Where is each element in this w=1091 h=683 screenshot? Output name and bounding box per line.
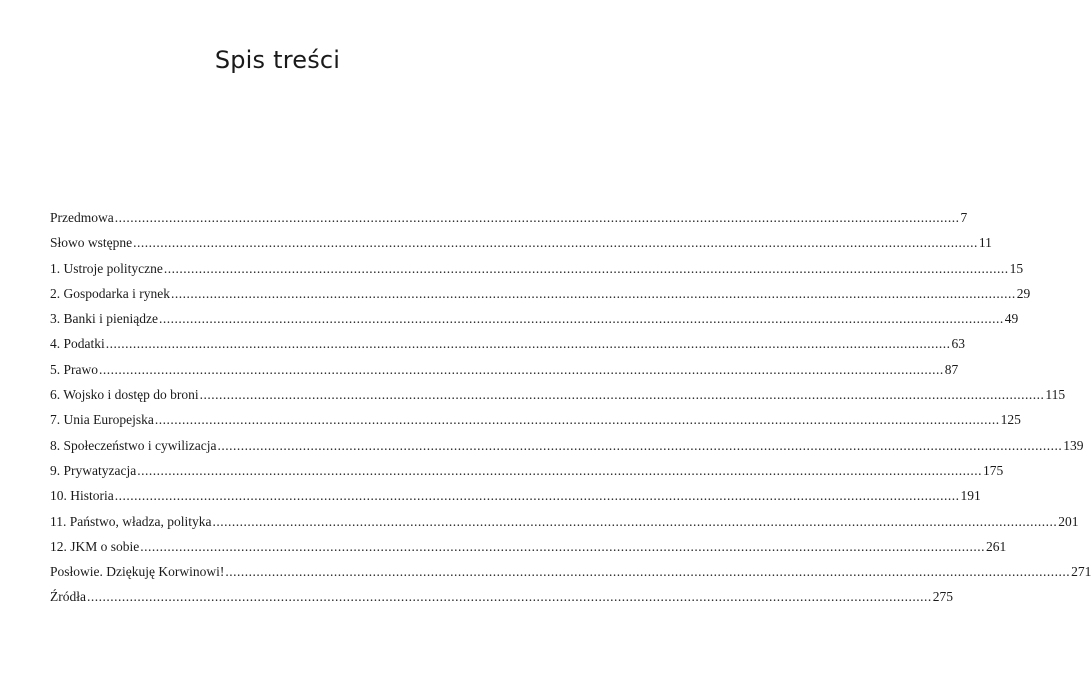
toc-entry [50,284,1031,309]
toc-entry-label: 10. Historia [50,488,114,504]
toc-dot-leader: .......................................................................................................................................................................................................................... [114,210,960,225]
toc-entry-label: Słowo wstępne [50,235,133,251]
toc-entry [50,309,1019,334]
toc-entry-page: 125 [1000,412,1021,428]
toc-entry-page: 201 [1058,513,1079,529]
toc-entry [50,208,968,233]
toc-entry [50,537,1007,562]
toc-entry-page: 15 [1009,260,1024,276]
toc-entry-label: 9. Prywatyzacja [50,462,137,478]
toc-dot-leader: .......................................................................................................................................................................................................................... [158,311,1004,327]
toc-dot-leader: .......................................................................................................................................................................................................................... [133,235,978,251]
toc-dot-leader: .......................................................................................................................................................................................................................... [225,564,1071,580]
toc-dot-leader: .......................................................................................................................................................................................................................... [87,589,932,605]
toc-entry-page: 139 [1063,437,1084,453]
toc-dot-leader: .......................................................................................................................................................................................................................... [99,361,944,377]
page-title: Spis treści [214,46,341,74]
toc-entry [50,436,1084,461]
toc-dot-leader: .......................................................................................................................................................................................................................... [163,260,1009,276]
toc-entry-page: 29 [1016,285,1031,301]
toc-entry [50,562,1091,587]
toc-entry-label: 4. Podatki [50,336,105,352]
toc-entry-page: 63 [951,336,966,352]
toc-entry-label: 11. Państwo, władza, polityka [50,513,212,529]
toc-dot-leader: .......................................................................................................................................................................................................................... [114,488,960,504]
toc-entry [50,259,1024,284]
toc-entry [50,233,992,258]
toc-entry-page: 191 [960,488,981,504]
toc-entry-label: Przedmowa [50,210,114,225]
toc-entry-label: 6. Wojsko i dostęp do broni [50,387,199,403]
toc-entry-label: Źródła [50,589,86,605]
toc-entry [50,587,953,612]
toc-dot-leader: .......................................................................................................................................................................................................................... [212,513,1058,529]
toc-entry-label: 8. Społeczeństwo i cywilizacja [50,437,217,453]
toc-dot-leader: .......................................................................................................................................................................................................................... [154,412,1000,428]
toc-entry-label: 5. Prawo [50,361,98,377]
toc-dot-leader: .......................................................................................................................................................................................................................... [137,462,982,478]
toc-entry-label: 12. JKM o sobie [50,538,140,554]
toc-entry-label: 1. Ustroje polityczne [50,260,163,276]
toc-dot-leader: .......................................................................................................................................................................................................................... [105,336,951,352]
toc-entry-page: 11 [978,235,992,251]
toc-entry [50,410,1021,435]
toc-entry-page: 261 [986,538,1007,554]
toc-dot-leader: .......................................................................................................................................................................................................................... [199,387,1045,403]
toc-entry [50,385,1066,410]
toc-entry-page: 275 [932,589,953,605]
toc-entry [50,334,966,359]
toc-dot-leader: .......................................................................................................................................................................................................................... [140,538,986,554]
toc-dot-leader: .......................................................................................................................................................................................................................... [170,285,1016,301]
toc-entry [50,461,1004,486]
toc-entry [50,512,1079,537]
toc-entry [50,360,959,385]
toc-entry-label: Posłowie. Dziękuję Korwinowi! [50,564,225,580]
toc-entry-page: 115 [1045,387,1066,403]
toc-entry-page: 49 [1004,311,1019,327]
table-of-contents [50,208,1091,613]
toc-entry-label: 7. Unia Europejska [50,412,154,428]
toc-entry [50,486,981,511]
toc-dot-leader: .......................................................................................................................................................................................................................... [217,437,1063,453]
toc-entry-page: 175 [982,462,1004,478]
toc-entry-page: 271 [1071,564,1091,580]
toc-entry-page: 87 [944,361,959,377]
toc-entry-page: 7 [960,210,968,225]
toc-entry-label: 2. Gospodarka i rynek [50,285,170,301]
toc-entry-label: 3. Banki i pieniądze [50,311,158,327]
